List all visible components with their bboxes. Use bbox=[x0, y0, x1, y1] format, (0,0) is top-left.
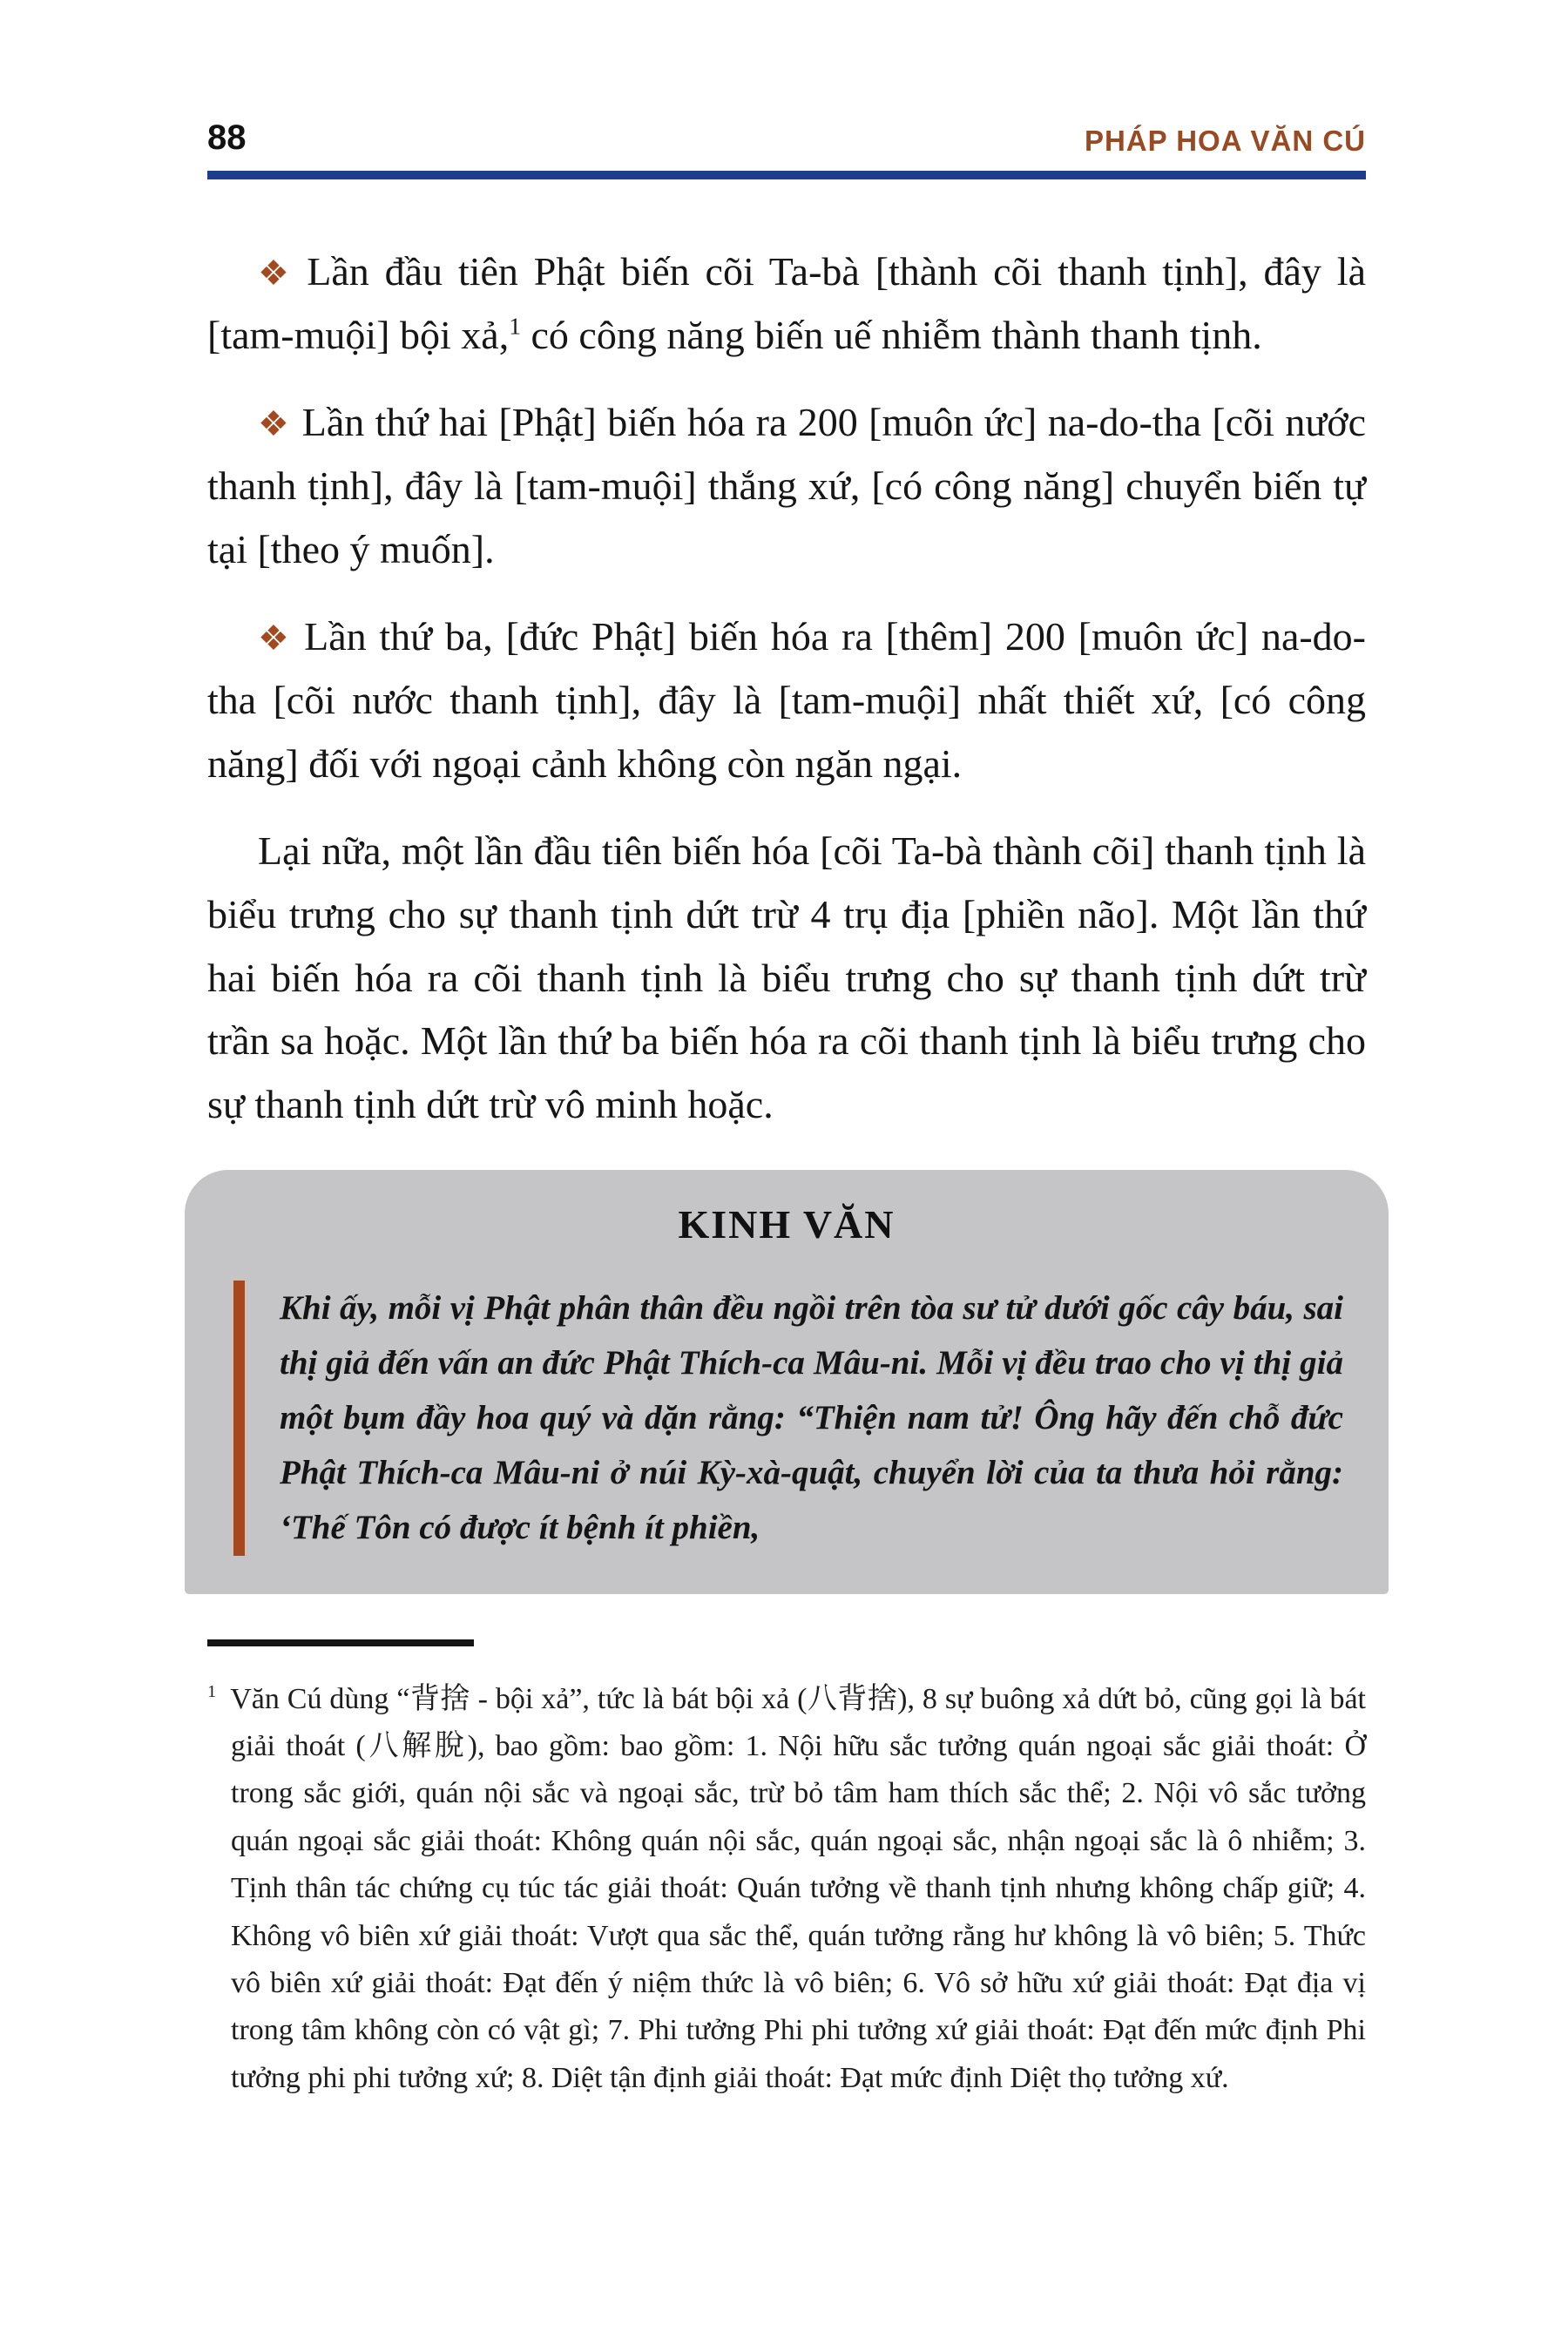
header-rule bbox=[207, 171, 1366, 179]
kinh-van-box bbox=[185, 1170, 1389, 1594]
footnote-reference: 1 bbox=[509, 312, 521, 340]
running-header bbox=[207, 120, 1366, 155]
page-content bbox=[207, 120, 1366, 2132]
paragraph-2-text: Lần thứ hai [Phật] biến hóa ra 200 [muôn ức] na-do-tha [cõi nước thanh tịnh], đây là [tam-muội] thắng xứ, [có công năng] chuyển biến tự tại [theo ý muốn]. bbox=[207, 400, 1366, 571]
diamond-bullet-icon: ❖ bbox=[258, 618, 293, 659]
paragraph-1 bbox=[207, 240, 1366, 367]
paragraph-1-text: Lần đầu tiên Phật biến cõi Ta-bà [thành cõi thanh tịnh], đây là [tam-muội] bội xả, bbox=[207, 249, 1367, 357]
footnote-separator-rule bbox=[207, 1639, 474, 1646]
paragraph-3 bbox=[207, 605, 1366, 795]
footnote-1-text: Văn Cú dùng “背捨 - bội xả”, tức là bát bội xả (八背捨), 8 sự buông xả dứt bỏ, cũng gọi là bát giải thoát (八解脫), bao gồm: bao gồm: 1. Nội hữu sắc tưởng quán ngoại sắc giải thoát: Ở trong sắc giới, quán nội sắc và ngoại sắc, trừ bỏ tâm ham thích sắc thể; 2. Nội vô sắc tưởng quán ngoại sắc giải thoát: Không quán nội sắc, quán ngoại sắc, nhận ngoại sắc là ô nhiễm; 3. Tịnh thân tác chứng cụ túc tác giải thoát: Quán tưởng về thanh tịnh nhưng không chấp giữ; 4. Không vô biên xứ giải thoát: Vượt qua sắc thể, quán tưởng rằng hư không là vô biên; 5. Thức vô biên xứ giải thoát: Đạt đến ý niệm thức là vô biên; 6. Vô sở hữu xứ giải thoát: Đạt địa vị trong tâm không còn có vật gì; 7. Phi tưởng Phi phi tưởng xứ giải thoát: Đạt đến mức định Phi tưởng phi phi tưởng xứ; 8. Diệt tận định giải thoát: Đạt mức định Diệt thọ tưởng xứ. bbox=[230, 1682, 1366, 2094]
paragraph-1-text-after: có công năng biến uế nhiễm thành thanh tịnh. bbox=[521, 312, 1262, 357]
diamond-bullet-icon: ❖ bbox=[258, 404, 290, 444]
paragraph-2 bbox=[207, 391, 1366, 581]
footnote-section bbox=[207, 1639, 1366, 2103]
footnote-1 bbox=[207, 1676, 1366, 2103]
paragraph-3-text: Lần thứ ba, [đức Phật] biến hóa ra [thêm] 200 [muôn ức] na-do-tha [cõi nước thanh tịnh], đây là [tam-muội] nhất thiết xứ, [có công năng] đối với ngoại cảnh không còn ngăn ngại. bbox=[207, 614, 1366, 786]
diamond-bullet-icon: ❖ bbox=[258, 253, 295, 293]
running-title: PHÁP HOA VĂN CÚ bbox=[1084, 125, 1366, 157]
kinh-van-title: KINH VĂN bbox=[678, 1201, 896, 1247]
paragraph-4 bbox=[207, 820, 1366, 1136]
kinh-van-quote: Khi ấy, mỗi vị Phật phân thân đều ngồi trên tòa sư tử dưới gốc cây báu, sai thị giả đến vấn an đức Phật Thích-ca Mâu-ni. Mỗi vị đều trao cho vị thị giả một bụm đầy hoa quý và dặn rằng: “Thiện nam tử! Ông hãy đến chỗ đức Phật Thích-ca Mâu-ni ở núi Kỳ-xà-quật, chuyển lời của ta thưa hỏi rằng: ‘Thế Tôn có được ít bệnh ít phiền, bbox=[233, 1281, 1343, 1556]
page-number: 88 bbox=[207, 118, 247, 157]
paragraph-4-text: Lại nữa, một lần đầu tiên biến hóa [cõi Ta-bà thành cõi] thanh tịnh là biểu trưng cho sự thanh tịnh dứt trừ 4 trụ địa [phiền não]. Một lần thứ hai biến hóa ra cõi thanh tịnh là biểu trưng cho sự thanh tịnh dứt trừ trần sa hoặc. Một lần thứ ba biến hóa ra cõi thanh tịnh là biểu trưng cho sự thanh tịnh dứt trừ vô minh hoặc. bbox=[207, 828, 1366, 1127]
body-text bbox=[207, 240, 1366, 1137]
footnote-1-marker: 1 bbox=[207, 1682, 217, 1702]
